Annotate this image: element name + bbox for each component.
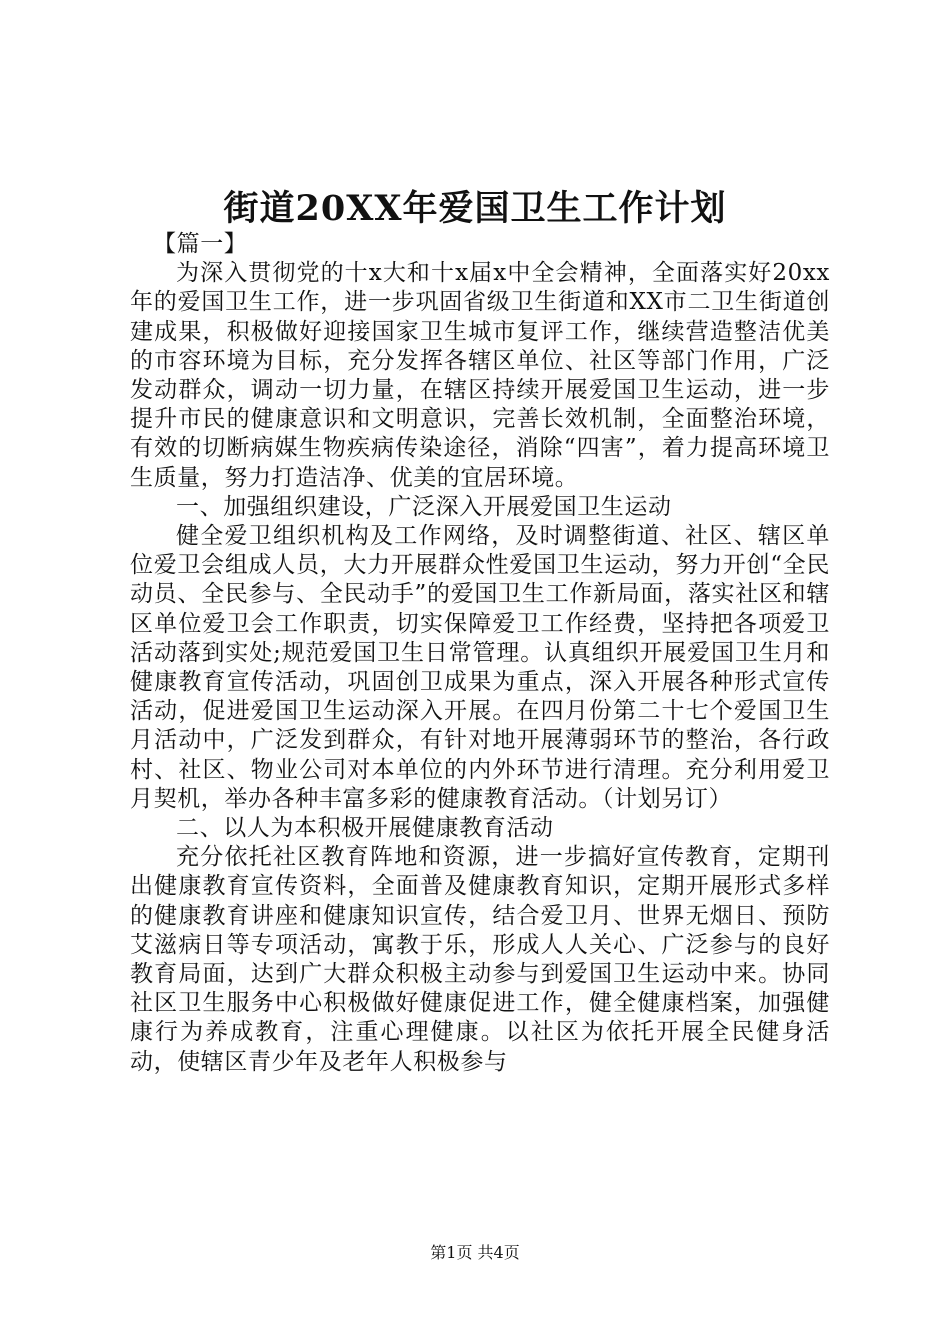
section-1-heading: 一、加强组织建设，广泛深入开展爱国卫生运动 [176,493,672,520]
intro-paragraph: 为深入贯彻党的十x大和十x届x中全会精神，全面落实好20xx年的爱国卫生工作，进一步巩固省级卫生街道和XX市二卫生街道创建成果，积极做好迎接国家卫生城市复评工作，继续营造整洁优美的市容环境为目标，充分发挥各辖区单位、社区等部门作用，广泛发动群众，调动一切力量，在辖区持续开展爱国卫生运动，进一步提升市民的健康意识和文明意识，完善长效机制，全面整治环境，有效的切断病媒生物疾病传染途径，消除“四害”，着力提高环境卫生质量，努力打造洁净、优美的宜居环境。 [130,260,830,491]
section-1-paragraph: 健全爱卫组织机构及工作网络，及时调整街道、社区、辖区单位爱卫会组成人员，大力开展群众性爱国卫生运动，努力开创“全民动员、全民参与、全民动手”的爱国卫生工作新局面，落实社区和辖区单位爱卫会工作职责，切实保障爱卫工作经费，坚持把各项爱卫活动落到实处;规范爱国卫生日常管理。认真组织开展爱国卫生月和健康教育宣传活动，巩固创卫成果为重点，深入开展各种形式宣传活动，促进爱国卫生运动深入开展。在四月份第二十七个爱国卫生月活动中，广泛发到群众，有针对地开展薄弱环节的整治，各行政村、社区、物业公司对本单位的内外环节进行清理。充分利用爱卫月契机，举办各种丰富多彩的健康教育活动。（计划另订） [130,523,830,812]
page-footer: 第1页 共4页 [430,1243,520,1262]
section-2-heading: 二、以人为本积极开展健康教育活动 [176,815,554,842]
document-body [130,230,830,1077]
document-title: 街道20XX年爱国卫生工作计划 [223,188,727,229]
part-label: 【篇一】 [153,231,248,257]
section-2-paragraph: 充分依托社区教育阵地和资源，进一步搞好宣传教育，定期刊出健康教育宣传资料，全面普及健康教育知识，定期开展形式多样的健康教育讲座和健康知识宣传，结合爱卫月、世界无烟日、预防艾滋病日等专项活动，寓教于乐，形成人人关心、广泛参与的良好教育局面，达到广大群众积极主动参与到爱国卫生运动中来。协同社区卫生服务中心积极做好健康促进工作，健全健康档案，加强健康行为养成教育，注重心理健康。以社区为依托开展全民健身活动，使辖区青少年及老年人积极参与 [130,844,830,1075]
